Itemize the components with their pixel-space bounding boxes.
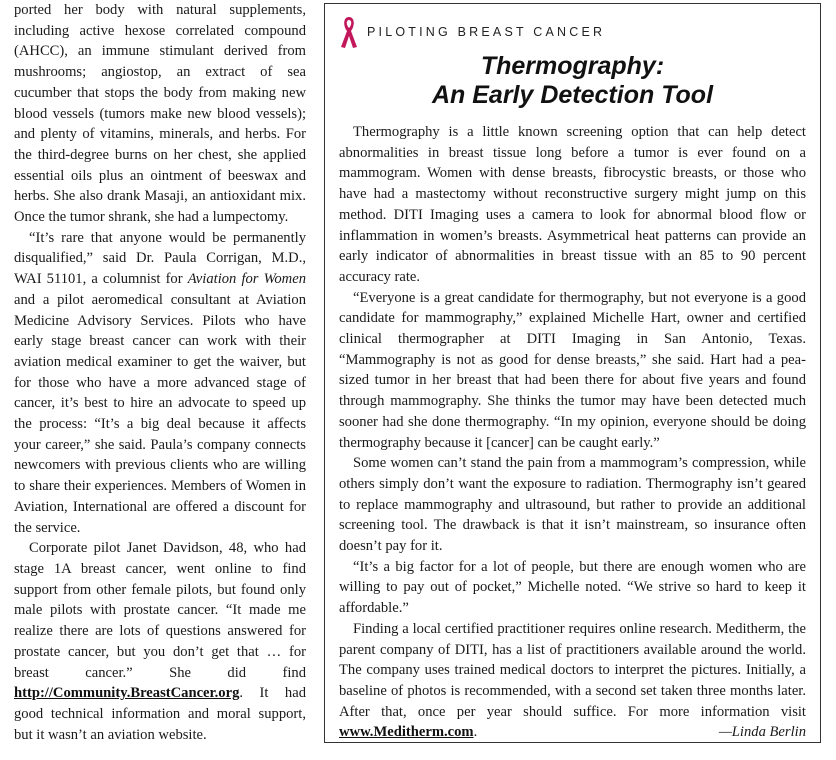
breastcancer-community-link[interactable]: http://Community.BreastCancer.org <box>14 685 240 702</box>
headline-line-1: Thermography: <box>480 52 665 80</box>
thermography-sidebar <box>324 3 821 743</box>
publication-title: Aviation for Women <box>187 271 306 288</box>
sidebar-body <box>339 122 806 743</box>
left-paragraph-2-text-a: “It’s rare that anyone would be permanently disqualified,” said Dr. Paula Corrigan, M.D., WAI 51101, a columnist for <box>14 229 306 288</box>
left-paragraph-3-text-b: . It had good technical information and moral support, but it wasn’t an aviation website. <box>14 685 306 743</box>
left-paragraph-2-text-b: and a pilot aeromedical consultant at Aviation Medicine Advisory Services. Pilots who have early stage breast cancer can work with their aviation medical examiner to get the waiver, but for those who have a more advanced stage of cancer, it’s best to hire an advocate to speed up the process: “It’s a big deal because it affects your career,” she said. Paula’s company connects newcomers with previous clients who are willing to share their experiences. Members of Women in Aviation, International are offered a discount for the service. <box>14 291 306 536</box>
sidebar-paragraph-5-text-b: . <box>473 724 478 741</box>
sidebar-headline <box>339 52 806 110</box>
left-paragraph-2 <box>14 228 306 539</box>
headline-line-2: An Early Detection Tool <box>431 81 714 109</box>
left-paragraph-3-text-a: Corporate pilot Janet Davidson, 48, who had stage 1A breast cancer, went online to find support from other female pilots, but found only male pilots with prostate cancer. “It made me realize there are lots of questions answered for prostate cancer, but you don’t get that … for breast cancer.” She did find <box>14 540 306 681</box>
pink-ribbon-icon <box>339 14 359 50</box>
left-paragraph-1: ported her body with natural supplements, including active hexose correlated compound (AHCC), an immune stimulant derived from mushrooms; angiostop, an extract of sea cucumber that stops the body from making new blood vessels (tumors make new blood vessels); and plenty of vitamins, minerals, and herbs. For the third-degree burns on her chest, she applied essential oils plus an ointment of beeswax and herbs. She also drank Masaji, an antioxidant mix. Once the tumor shrank, she had a lumpectomy. <box>14 2 306 226</box>
sidebar-paragraph-3: Some women can’t stand the pain from a mammogram’s compression, while others simply don’t want the exposure to radiation. Thermography isn’t geared to replace mammography and ultrasound, but rather to provide an additional screening tool. The drawback is that it isn’t mainstream, so insurance often doesn’t pay for it. <box>339 455 806 555</box>
left-column <box>14 0 306 760</box>
sidebar-kicker-text: PILOTING BREAST CANCER <box>367 25 606 39</box>
sidebar-paragraph-5 <box>339 619 806 743</box>
sidebar-paragraph-5-text-a: Finding a local certified practitioner requires online research. Meditherm, the parent company of DITI, has a list of practitioners available around the world. The company uses trained medical doctors to interpret the pictures. Initially, a baseline of photos is recommended, with a second set taken three months later. After that, once per year should suffice. For more information visit <box>339 620 806 720</box>
sidebar-paragraph-4: “It’s a big factor for a lot of people, but there are enough women who are willing to pay out of pocket,” Michelle noted. “We strive so hard to keep it affordable.” <box>339 558 806 617</box>
meditherm-link[interactable]: www.Meditherm.com <box>339 724 474 741</box>
sidebar-paragraph-2: “Everyone is a great candidate for thermography, but not everyone is a good candidate for mammography,” explained Michelle Hart, owner and certified clinical thermographer at DITI Imaging in San Antonio, Texas. “Mammography is not as good for dense breasts,” she said. Hart had a pea-sized tumor in her breast that had been there for about five years and found through mammography. She thinks the tumor may have been detected much sooner had she done thermography. “In my opinion, everyone should be doing thermography because it [cancer] can be caught early.” <box>339 289 806 451</box>
left-paragraph-3 <box>14 538 306 745</box>
sidebar-paragraph-1: Thermography is a little known screening option that can help detect abnormalities in breast tissue long before a tumor is ever found on a mammogram. Women with dense breasts, fibrocystic breasts, or those who have had a mastectomy without reconstructive surgery might jump on this method. DITI Imaging uses a camera to look for abnormal blood flow or inflammation in women’s breasts. Asymmetrical heat patterns can provide an early indicator of abnormalities in breast tissue with an 85 to 90 percent accuracy rate. <box>339 124 806 285</box>
byline: —Linda Berlin <box>718 724 806 741</box>
sidebar-kicker <box>339 14 806 50</box>
